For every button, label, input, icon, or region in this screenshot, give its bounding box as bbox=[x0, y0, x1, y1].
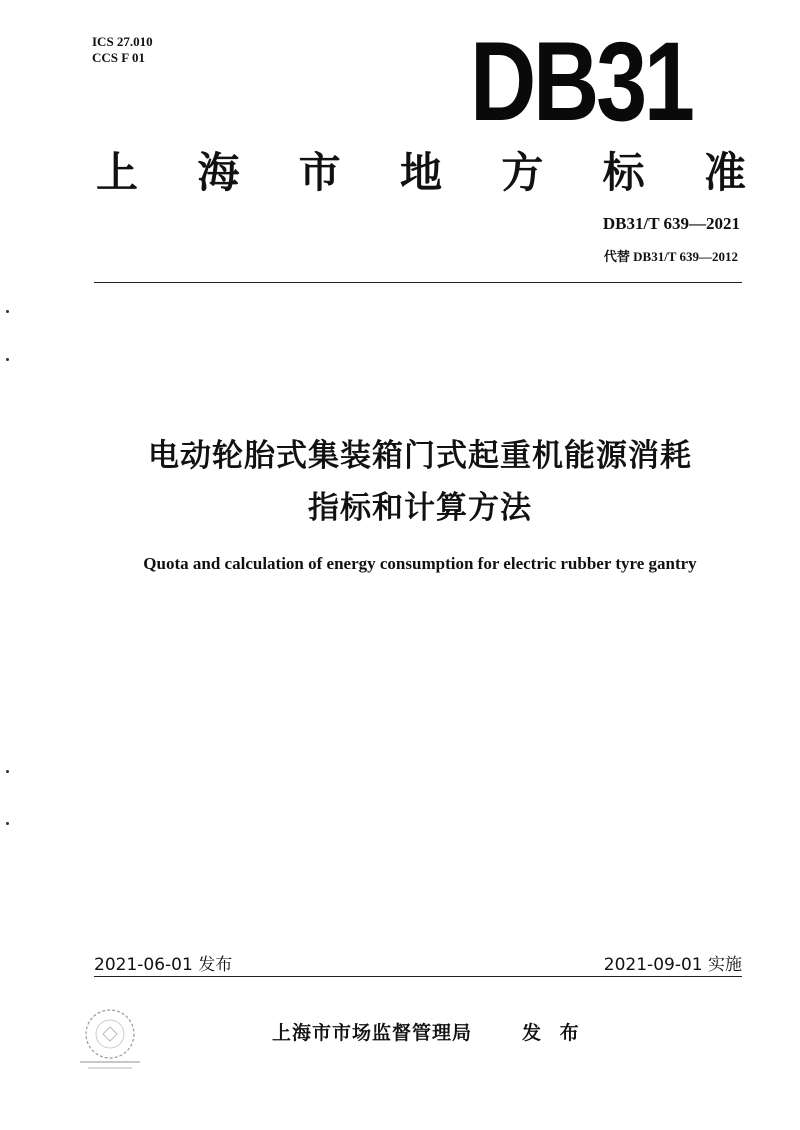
top-divider bbox=[94, 282, 742, 283]
bottom-divider bbox=[94, 976, 742, 977]
ccs-code: CCS F 01 bbox=[92, 50, 145, 65]
title-line-1: 电动轮胎式集装箱门式起重机能源消耗 bbox=[148, 438, 692, 474]
english-title: Quota and calculation of energy consumption for electric rubber tyre gantry bbox=[143, 554, 697, 573]
standard-number: DB31/T 639—2021 bbox=[602, 214, 740, 233]
classification-codes bbox=[92, 34, 153, 66]
heading-char: 海 bbox=[197, 148, 240, 197]
heading-char: 标 bbox=[602, 148, 645, 197]
scan-mark bbox=[6, 770, 9, 773]
heading-char: 方 bbox=[501, 148, 544, 197]
standard-type-heading bbox=[96, 148, 746, 198]
db31-logo: DB31 bbox=[470, 19, 692, 144]
heading-char: 地 bbox=[399, 148, 442, 197]
scan-mark bbox=[6, 358, 9, 361]
ics-code: ICS 27.010 bbox=[92, 34, 153, 49]
heading-char: 上 bbox=[96, 148, 139, 197]
implementation-date: 2021-09-01 实施 bbox=[603, 955, 742, 975]
issue-label: 发 布 bbox=[522, 1022, 585, 1044]
title-line-2: 指标和计算方法 bbox=[308, 490, 532, 526]
scan-mark bbox=[6, 822, 9, 825]
heading-char: 准 bbox=[703, 148, 746, 197]
publish-date: 2021-06-01 发布 bbox=[94, 955, 233, 975]
replaces-standard: 代替 DB31/T 639—2012 bbox=[603, 249, 738, 264]
heading-char: 市 bbox=[298, 148, 341, 197]
scan-mark bbox=[6, 310, 9, 313]
issuing-authority: 上海市市场监督管理局 bbox=[272, 1022, 473, 1044]
watermark-seal-icon bbox=[70, 1004, 150, 1074]
